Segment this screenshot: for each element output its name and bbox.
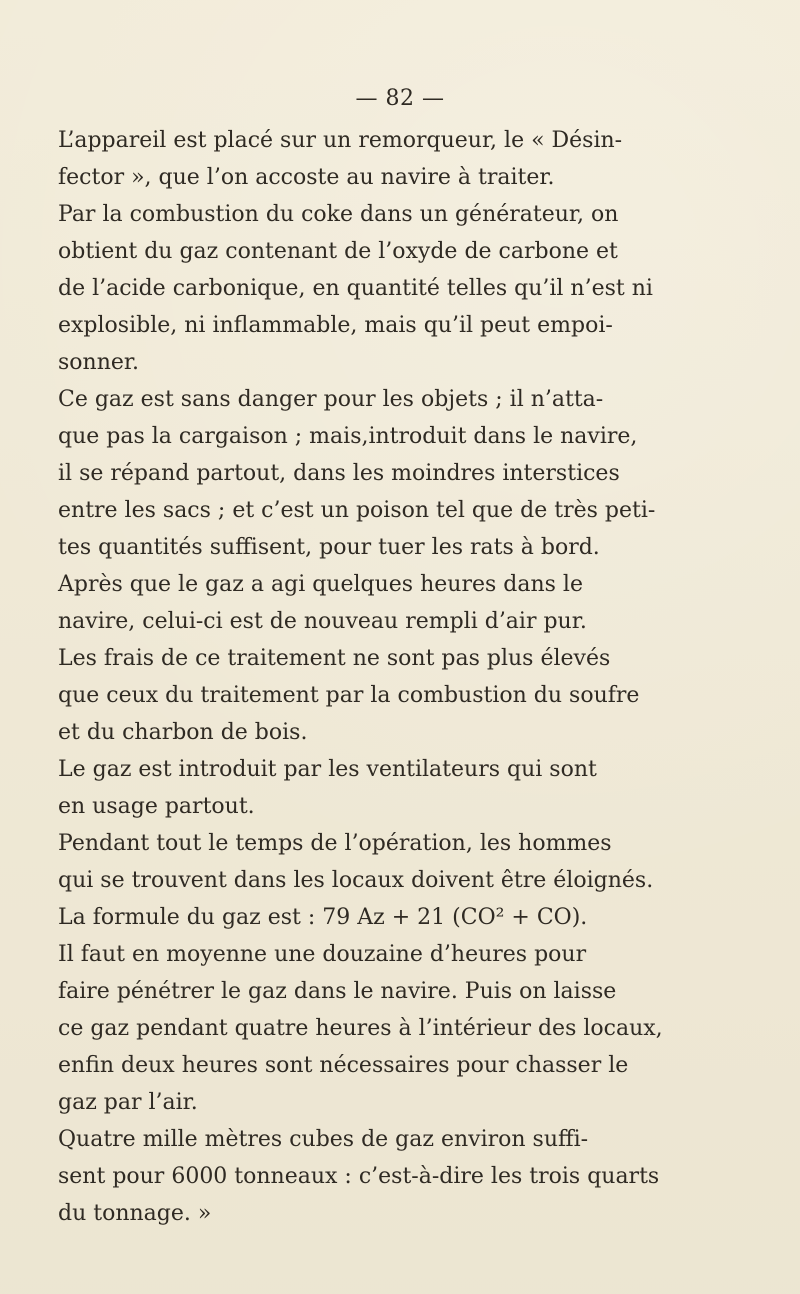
text-line: Quatre mille mètres cubes de gaz environ suffi- — [58, 1127, 589, 1152]
text-line: explosible, ni inflammable, mais qu’il peut empoi- — [58, 313, 613, 338]
text-line: Pendant tout le temps de l’opération, les hommes — [58, 831, 612, 856]
text-line: et du charbon de bois. — [58, 720, 308, 745]
text-line: Ce gaz est sans danger pour les objets ; il n’atta- — [58, 387, 604, 412]
text-line: Il faut en moyenne une douzaine d’heures pour — [58, 942, 587, 967]
text-line: du tonnage. » — [58, 1201, 212, 1226]
text-line: Le gaz est introduit par les ventilateurs qui sont — [58, 757, 597, 782]
text-line: que pas la cargaison ; mais,introduit dans le navire, — [58, 424, 638, 449]
text-line: gaz par l’air. — [58, 1090, 198, 1115]
text-line: entre les sacs ; et c’est un poison tel que de très peti- — [58, 498, 656, 523]
text-line: obtient du gaz contenant de l’oxyde de carbone et — [58, 239, 618, 264]
text-line: en usage partout. — [58, 794, 255, 819]
text-line: Après que le gaz a agi quelques heures dans le — [58, 572, 583, 597]
text-line: navire, celui-ci est de nouveau rempli d’air pur. — [58, 609, 587, 634]
text-line: tes quantités suffisent, pour tuer les rats à bord. — [58, 535, 600, 560]
text-line: que ceux du traitement par la combustion du soufre — [58, 683, 640, 708]
text-line: enfin deux heures sont nécessaires pour chasser le — [58, 1053, 629, 1078]
text-line: Les frais de ce traitement ne sont pas plus élevés — [58, 646, 611, 671]
text-line: il se répand partout, dans les moindres interstices — [58, 461, 620, 486]
text-line: ce gaz pendant quatre heures à l’intérieur des locaux, — [58, 1016, 663, 1041]
page-number: — 82 — — [355, 86, 445, 111]
text-line: sent pour 6000 tonneaux : c’est-à-dire les trois quarts — [58, 1164, 660, 1189]
text-line: Par la combustion du coke dans un générateur, on — [58, 202, 619, 227]
text-line: fector », que l’on accoste au navire à traiter. — [58, 165, 555, 190]
text-line: de l’acide carbonique, en quantité telles qu’il n’est ni — [58, 276, 653, 301]
text-line: La formule du gaz est : 79 Az + 21 (CO² + CO). — [58, 905, 588, 930]
text-line: sonner. — [58, 350, 139, 375]
text-line: L’appareil est placé sur un remorqueur, le « Désin- — [58, 128, 623, 153]
text-line: faire pénétrer le gaz dans le navire. Puis on laisse — [58, 979, 617, 1004]
text-line: qui se trouvent dans les locaux doivent être éloignés. — [58, 868, 654, 893]
